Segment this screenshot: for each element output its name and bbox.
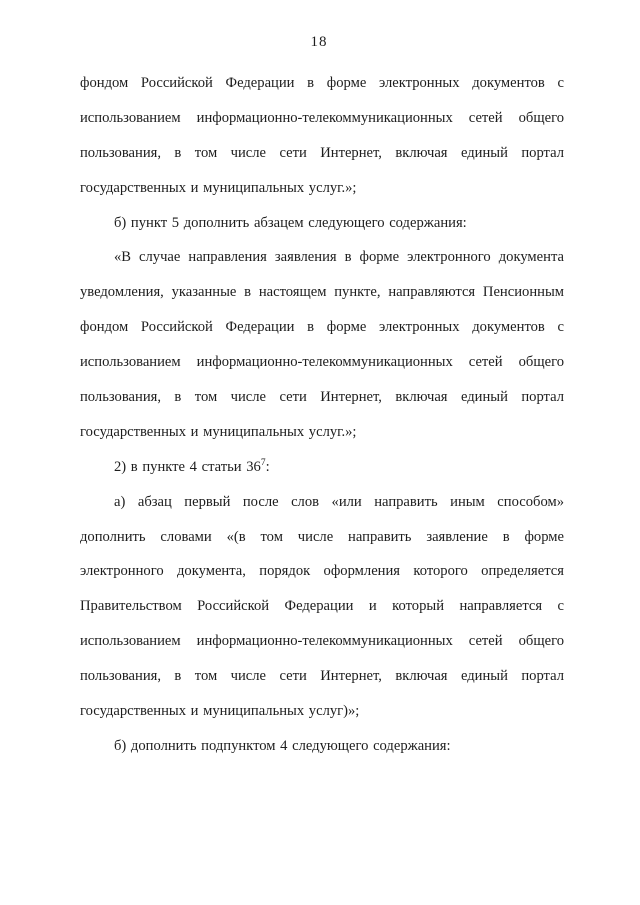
document-lines [80,66,564,764]
text-line [80,450,564,485]
text-line: фондом Российской Федерации в форме электронных документов с [80,319,564,336]
text-line: государственных и муниципальных услуг)»; [80,703,360,720]
text-line: пользования, в том числе сети Интернет, включая единый портал [80,389,564,406]
page-number: 18 [310,34,328,50]
text-line: фондом Российской Федерации в форме электронных документов с [80,75,564,91]
text-line: б) пункт 5 дополнить абзацем следующего содержания: [114,214,467,231]
superscript: 7 [260,457,266,468]
text-line: электронного документа, порядок оформления которого определяется [80,563,564,580]
text-line: б) дополнить подпунктом 4 следующего содержания: [114,737,451,754]
text-line: государственных и муниципальных услуг.»; [80,423,357,440]
text-line: пользования, в том числе сети Интернет, включая единый портал [80,144,564,161]
text-line: дополнить словами «(в том числе направить заявление в форме [80,528,564,545]
text-segment: : [265,458,270,475]
text-line: пользования, в том числе сети Интернет, включая единый портал [80,668,564,685]
text-line: а) абзац первый после слов «или направить иным способом» [114,493,564,510]
text-line: использованием информационно-телекоммуникационных сетей общего [80,633,564,650]
text-line: «В случае направления заявления в форме электронного документа [114,249,564,266]
text-line: использованием информационно-телекоммуникационных сетей общего [80,354,564,371]
text-line: уведомления, указанные в настоящем пункте, направляются Пенсионным [80,284,564,301]
text-line: Правительством Российской Федерации и который направляется с [80,598,564,615]
text-line: государственных и муниципальных услуг.»; [80,179,357,196]
text-segment: 2) в пункте 4 статьи 36 [114,458,261,475]
text-line: использованием информационно-телекоммуникационных сетей общего [80,109,564,126]
